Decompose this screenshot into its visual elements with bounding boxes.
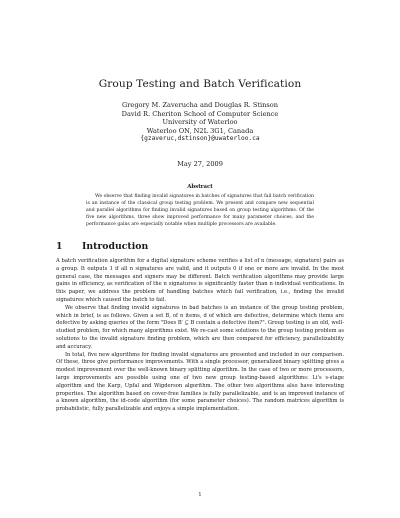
- section-body: [56, 258, 344, 414]
- section-number: 1: [56, 241, 63, 252]
- section-heading: [56, 241, 356, 252]
- paragraph: A batch verification algorithm for a digital signature scheme verifies a list of n (message, signature) pairs as a group. It outputs 1 if all n signatures are valid, and it outputs 0 if one or more are invalid. In the most general case, the messages and signers may be different. Batch verification algorithms may provide large gains in efficiency, as verification of the n signatures is significantly faster than n individual verifications. In this paper, we address the problem of handling batches which fail verification, i.e., finding the invalid signatures which caused the batch to fail.: [56, 258, 344, 303]
- abstract-text: We observe that finding invalid signatures in batches of signatures that fail batch verification is an instance of the classical group testing problem. We present and compare new sequential and parallel algorithms for finding invalid signatures based on group testing algorithms. Of the five new algorithms, three show improved performance for many parameter choices, and the performance gains are especially notable when multiple processors are available.: [86, 194, 314, 227]
- author-address: Waterloo ON, N2L 3G1, Canada: [146, 126, 254, 135]
- paragraph: In total, five new algorithms for finding invalid signatures are presented and included in our comparison. Of these, three give performance improvements. With a single processor, generalized binary splitting gives a modest improvement over the well-known binary splitting algorithm. In the case of two or more processors, large improvements are possible using one of two new group testing-based algorithms: Li's s-stage algorithm and the Karp, Upfal and Wigderson algorithm. The other two algorithms also have interesting properties. The algorithm based on cover-free families is fully parallelizable, and is an improved instance of a known algorithm, the id-code algorithm (for some parameter choices). The random matrices algorithm is probabilistic, fully parallelizable and enjoys a simple implementation.: [56, 351, 344, 413]
- author-university: University of Waterloo: [162, 118, 238, 127]
- section-title: Introduction: [82, 241, 149, 252]
- author-names: Gregory M. Zaverucha and Douglas R. Stinson: [122, 101, 278, 109]
- author-emails: {gzaveruc,dstinson}@uwaterloo.ca: [140, 135, 260, 143]
- paper-title: Group Testing and Batch Verification: [98, 78, 302, 90]
- abstract-body: [86, 194, 314, 229]
- paragraph: We observe that finding invalid signatures in bad batches is an instance of the group testing problem, which in brief, is as follows. Given a set B, of n items, d of which are defective, determine which items are defective by asking queries of the form "Does B′ ⊆ B contain a defective item?". Group testing is an old, well-studied problem, for which many algorithms exist. We re-cast some solutions to the group testing problem as solutions to the invalid signature finding problem, which are then compared for efficiency, parallelizability and accuracy.: [56, 304, 344, 350]
- paper-date: May 27, 2009: [177, 160, 223, 168]
- abstract-heading: Abstract: [187, 184, 213, 190]
- author-block: [0, 101, 400, 144]
- author-school: David R. Cheriton School of Computer Science: [121, 109, 279, 118]
- page-number: 1: [198, 492, 202, 498]
